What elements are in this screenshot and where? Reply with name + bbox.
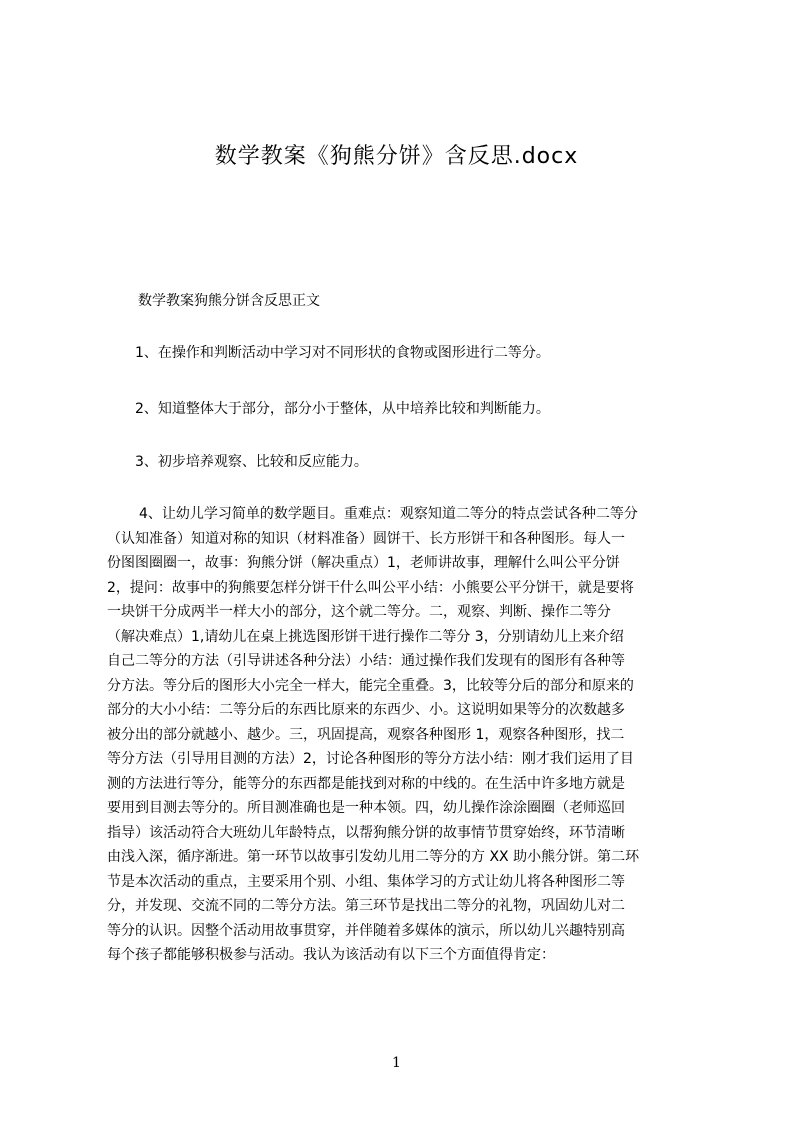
body-line: 4、让幼儿学习简单的数学题目。重难点：观察知道二等分的特点尝试各种二等分 <box>139 506 638 522</box>
body-line: 部分的大小小结：二等分后的东西比原来的东西少、小。这说明如果等分的次数越多 <box>107 702 625 718</box>
body-line: 自己二等分的方法（引导讲述各种分法）小结：通过操作我们发现有的图形有各种等 <box>107 653 625 669</box>
page-number: 1 <box>392 1055 401 1071</box>
paragraph-subtitle: 数学教案狗熊分饼含反思正文 <box>138 293 320 309</box>
body-line: 每个孩子都能够积极参与活动。我认为该活动有以下三个方面值得肯定： <box>107 947 555 963</box>
body-paragraph <box>107 502 712 968</box>
body-line: 指导）该活动符合大班幼儿年龄特点，以帮狗熊分饼的故事情节贯穿始终，环节清晰 <box>107 824 625 841</box>
body-line: （解决难点）1,请幼儿在桌上挑选图形饼干进行操作二等分 3，分别请幼儿上来介绍 <box>107 628 624 645</box>
body-line: （认知准备）知道对称的知识（材料准备）圆饼干、长方形饼干和各种图形。每人一 <box>107 530 625 547</box>
body-line: 等分的认识。因整个活动用故事贯穿，并伴随着多媒体的演示，所以幼儿兴趣特别高 <box>107 922 625 939</box>
body-line: 节是本次活动的重点，主要采用个别、小组、集体学习的方式让幼儿将各种图形二等 <box>107 873 625 890</box>
body-line: 份图图圈圈一，故事：狗熊分饼（解决重点）1，老师讲故事，理解什么叫公平分饼 <box>107 555 620 571</box>
body-line: 被分出的部分就越小、越少。三，巩固提高，观察各种图形 1，观察各种图形，找二 <box>107 726 625 743</box>
body-line: 2，提问：故事中的狗熊要怎样分饼干什么叫公平小结：小熊要公平分饼干，就是要将 <box>107 579 634 596</box>
body-line: 分方法。等分后的图形大小完全一样大，能完全重叠。3，比较等分后的部分和原来的 <box>107 677 634 694</box>
paragraph-goal-2: 2、知道整体大于部分，部分小于整体，从中培养比较和判断能力。 <box>135 401 550 417</box>
paragraph-goal-1: 1、在操作和判断活动中学习对不同形状的食物或图形进行二等分。 <box>135 345 550 361</box>
body-line: 要用到目测去等分的。所目测准确也是一种本领。四，幼儿操作涂涂圈圈（老师巡回 <box>107 800 625 816</box>
document-title: 数学教案《狗熊分饼》含反思.docx <box>214 144 579 169</box>
body-line: 分，并发现、交流不同的二等分方法。第三环节是找出二等分的礼物，巩固幼儿对二 <box>107 898 625 914</box>
body-line: 测的方法进行等分，能等分的东西都是能找到对称的中线的。在生活中许多地方就是 <box>107 775 625 792</box>
body-line: 等分方法（引导用目测的方法）2，讨论各种图形的等分方法小结：刚才我们运用了目 <box>107 751 634 767</box>
body-line: 由浅入深，循序渐进。第一环节以故事引发幼儿用二等分的方 XX 助小熊分饼。第二环 <box>107 849 640 865</box>
body-line: 一块饼干分成两半一样大小的部分，这个就二等分。二，观察、判断、操作二等分 <box>107 604 611 620</box>
paragraph-goal-3: 3、初步培养观察、比较和反应能力。 <box>135 454 368 470</box>
